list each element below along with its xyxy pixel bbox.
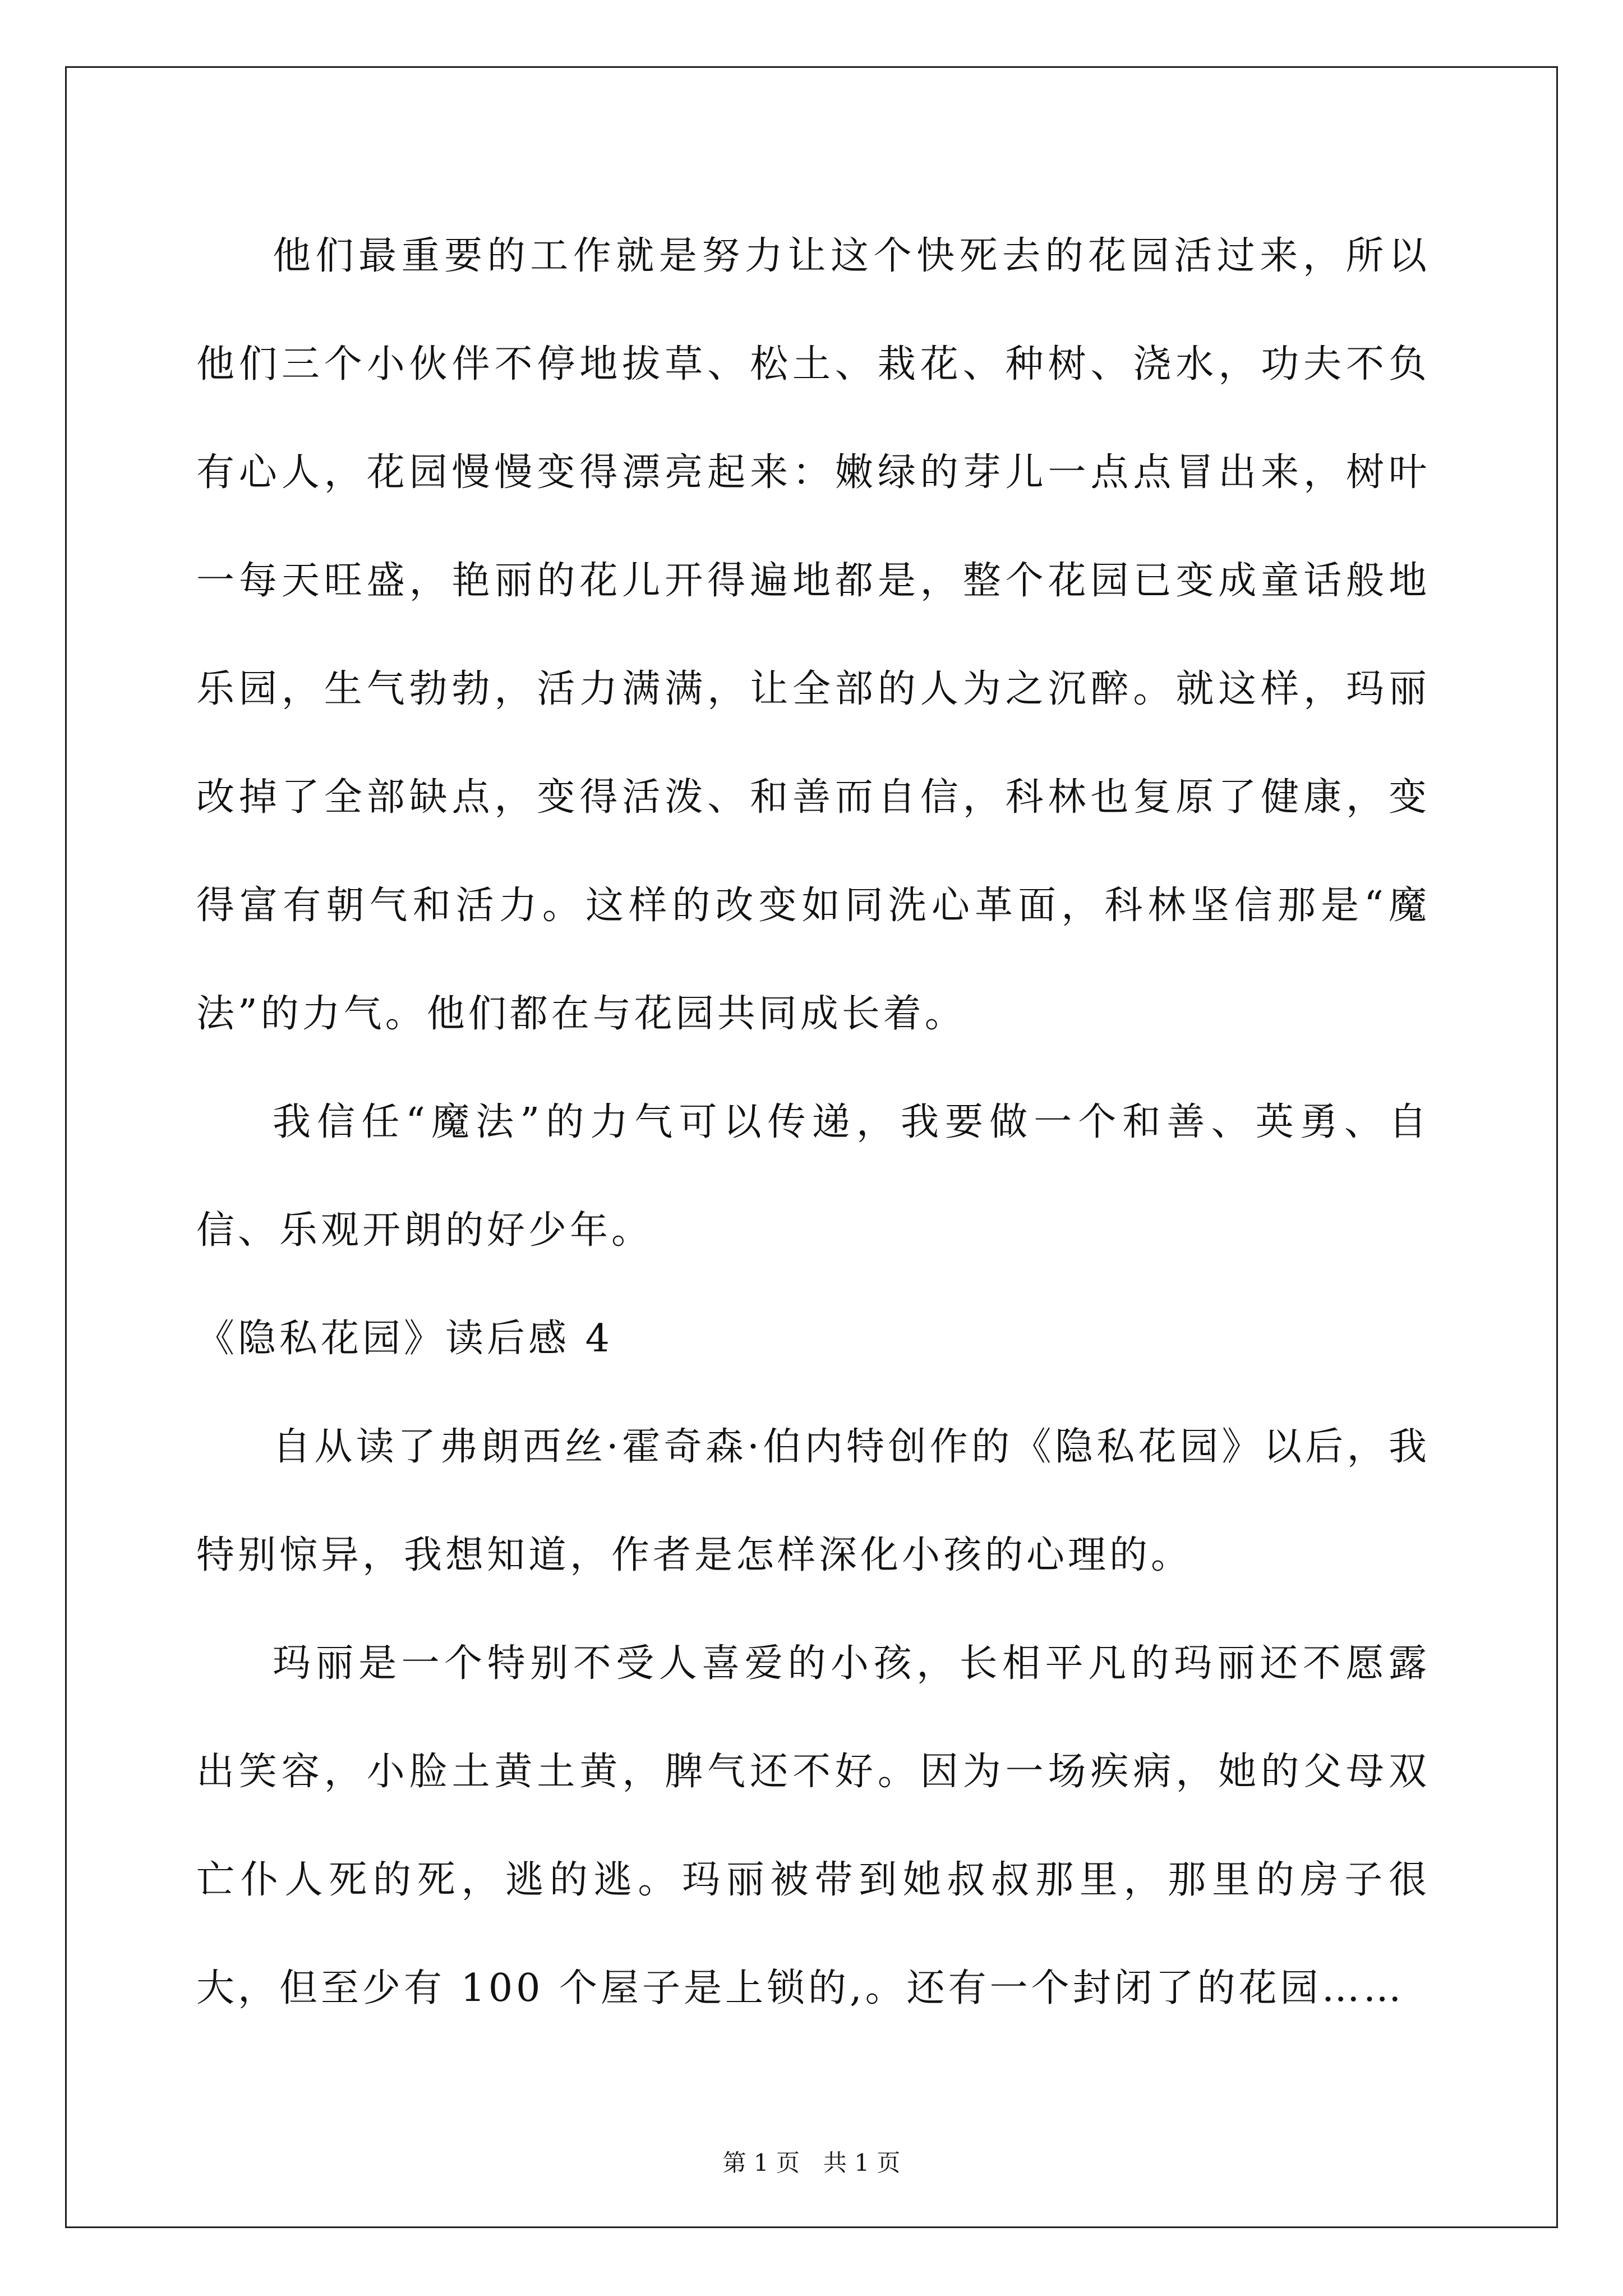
paragraph-1: 他们最重要的工作就是努力让这个快死去的花园活过来，所以他们三个小伙伴不停地拔草、松土、栽花、种树、浇水，功夫不负有心人，花园慢慢变得漂亮起来：嫩绿的芽儿一点点冒出来，树叶一每天旺盛，艳丽的花儿开得遍地都是，整个花园已变成童话般地乐园，生气勃勃，活力满满，让全部的人为之沉醉。就这样，玛丽改掉了全部缺点，变得活泼、和善而自信，科林也复原了健康，变得富有朝气和活力。这样的改变如同洗心革面，科林坚信那是“魔法”的力气。他们都在与花园共同成长着。	[196, 234, 1430, 1036]
document-body	[196, 202, 1430, 2042]
section-heading: 《隐私花园》读后感 4	[196, 1317, 613, 1361]
paragraph-2: 我信任“魔法”的力气可以传递，我要做一个和善、英勇、自信、乐观开朗的好少年。	[196, 1100, 1430, 1253]
paragraph-3: 自从读了弗朗西丝·霍奇森·伯内特创作的《隐私花园》以后，我特别惊异，我想知道，作者是怎样深化小孩的心理的。	[196, 1425, 1430, 1577]
paragraph-4: 玛丽是一个特别不受人喜爱的小孩，长相平凡的玛丽还不愿露出笑容，小脸土黄土黄，脾气还不好。因为一场疾病，她的父母双亡仆人死的死，逃的逃。玛丽被带到她叔叔那里，那里的房子很大，但至少有 100 个屋子是上锁的,。还有一个封闭了的花园……	[196, 1641, 1430, 2010]
page-footer: 第 1 页 共 1 页	[722, 2149, 901, 2177]
